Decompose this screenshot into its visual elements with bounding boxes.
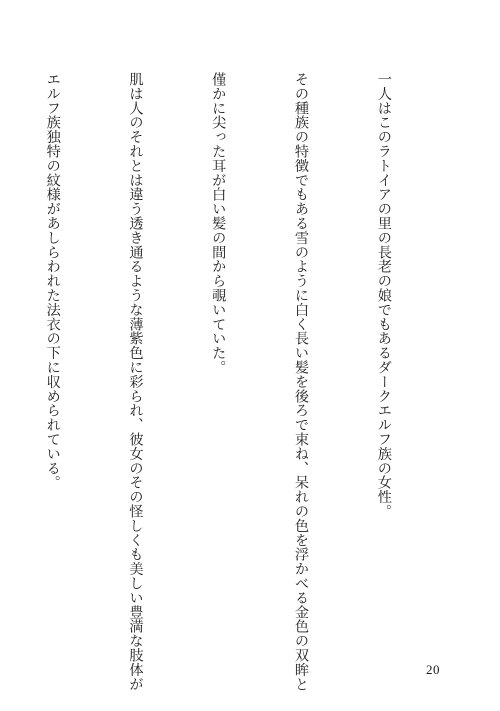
text-line: 肌は人のそれとは違う透き通るような薄紫色に彩られ、彼女のその怪しくも美しい豊満な肢体が <box>127 72 144 692</box>
text-line: その種族の特徴でもある雪のように白く長い髪を後ろで束ね、呆れの色を浮かべる金色の双眸と <box>293 72 310 692</box>
page-number: 20 <box>426 662 440 677</box>
text-line: 僅かに尖った耳が白い髪の間から覗いていた。 <box>210 72 227 375</box>
text-line: 一人はこのラトイアの里の長老の娘でもあるダークエルフ族の女性。 <box>375 72 392 519</box>
text-line: エルフ族独特の紋様があしらわれた法衣の下に収められている。 <box>44 72 61 490</box>
